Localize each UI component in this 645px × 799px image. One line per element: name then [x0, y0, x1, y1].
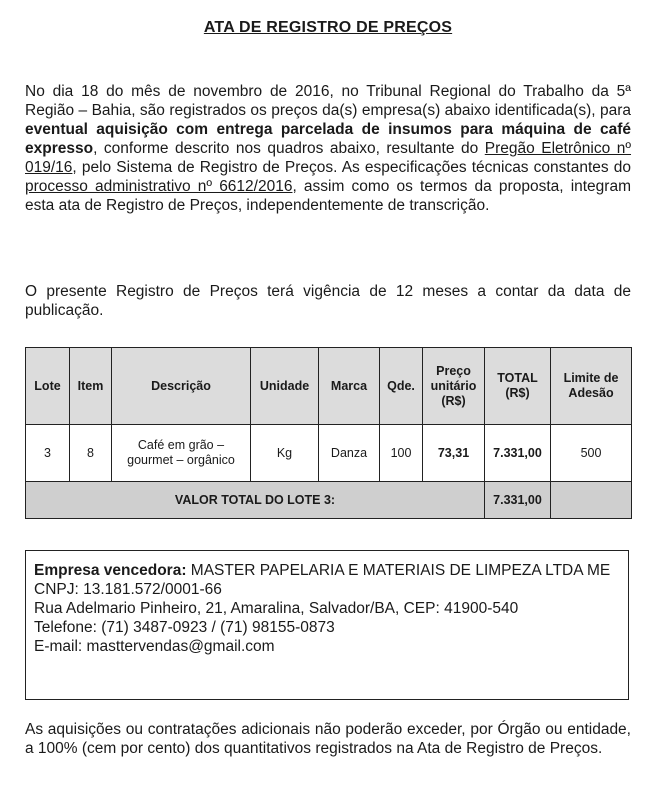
company-address: Rua Adelmario Pinheiro, 21, Amaralina, Salvador/BA, CEP: 41900-540: [34, 600, 519, 617]
cell-item: 8: [70, 425, 112, 482]
header-preco-unitario: Preço unitário (R$): [423, 348, 485, 425]
total-label: VALOR TOTAL DO LOTE 3:: [26, 482, 485, 519]
processo-reference: processo administrativo nº 6612/2016: [25, 178, 293, 195]
header-qde: Qde.: [380, 348, 423, 425]
total-empty-cell: [551, 482, 632, 519]
price-table: [25, 347, 632, 519]
intro-paragraph: [25, 82, 631, 215]
total-value: 7.331,00: [485, 482, 551, 519]
company-cnpj: CNPJ: 13.181.572/0001-66: [34, 581, 222, 598]
table-total-row: [26, 482, 632, 519]
cell-descricao: Café em grão – gourmet – orgânico: [112, 425, 251, 482]
cell-total: 7.331,00: [485, 425, 551, 482]
document-title: ATA DE REGISTRO DE PREÇOS: [203, 19, 453, 36]
cell-qde: 100: [380, 425, 423, 482]
header-unidade: Unidade: [251, 348, 319, 425]
header-total: TOTAL (R$): [485, 348, 551, 425]
header-item: Item: [70, 348, 112, 425]
header-descricao: Descrição: [112, 348, 251, 425]
company-box: [25, 550, 629, 700]
intro-text-2: , conforme descrito nos quadros abaixo, resultante do: [93, 140, 485, 157]
header-lote: Lote: [26, 348, 70, 425]
cell-limite-adesao: 500: [551, 425, 632, 482]
company-label: Empresa vencedora:: [34, 562, 187, 579]
cell-lote: 3: [26, 425, 70, 482]
company-heading: [34, 561, 620, 580]
intro-text-4: , assim como os termos da proposta, integram esta ata de Registro de Preços, independentemente de transcrição.: [25, 178, 631, 214]
intro-object-bold: eventual aquisição com entrega parcelada de insumos para máquina de café expresso: [25, 121, 631, 157]
header-limite-adesao: Limite de Adesão: [551, 348, 632, 425]
cell-unidade: Kg: [251, 425, 319, 482]
company-name: MASTER PAPELARIA E MATERIAIS DE LIMPEZA LTDA ME: [186, 562, 611, 579]
closing-paragraph: As aquisições ou contratações adicionais não poderão exceder, por Órgão ou entidade, a 100% (cem por cento) dos quantitativos registrados na Ata de Registro de Preços.: [25, 721, 631, 757]
validity-paragraph: O presente Registro de Preços terá vigência de 12 meses a contar da data de publicação.: [25, 283, 631, 319]
table-row: [26, 425, 632, 482]
pregao-reference: Pregão Eletrônico nº 019/16: [25, 140, 632, 176]
company-phone: Telefone: (71) 3487-0923 / (71) 98155-0873: [34, 619, 335, 636]
company-email: E-mail: masttervendas@gmail.com: [34, 638, 275, 655]
header-marca: Marca: [319, 348, 380, 425]
cell-marca: Danza: [319, 425, 380, 482]
table-header-row: [26, 348, 632, 425]
intro-text-3: , pelo Sistema de Registro de Preços. As especificações técnicas constantes do: [72, 159, 631, 176]
intro-text-1: No dia 18 do mês de novembro de 2016, no Tribunal Regional do Trabalho da 5ª Região – Bahia, são registrados os preços da(s) empresa(s) abaixo identificada(s), para: [25, 83, 631, 119]
cell-preco-unitario: 73,31: [423, 425, 485, 482]
